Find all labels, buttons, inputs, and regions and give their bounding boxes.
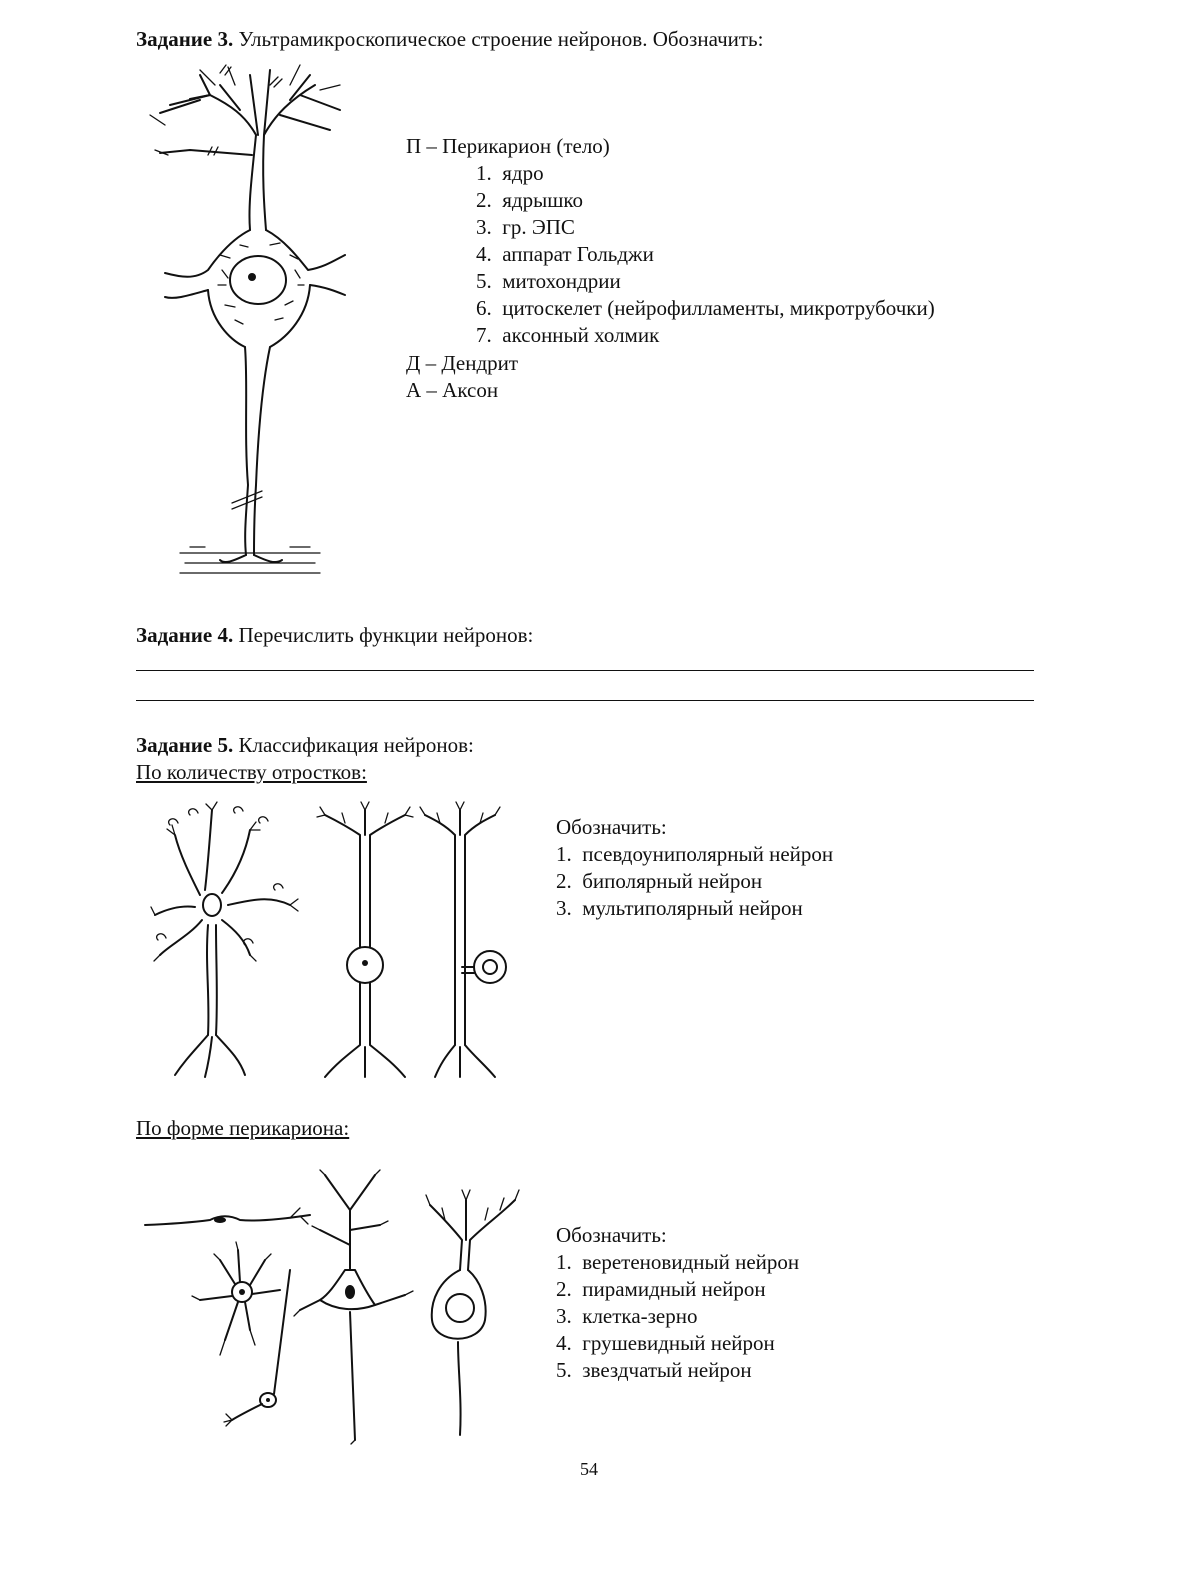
shape-item-5 <box>556 1357 752 1384</box>
shape-item-4 <box>556 1330 775 1357</box>
legend-text-d: Дендрит <box>441 351 519 375</box>
legend-item-7 <box>476 322 659 349</box>
item-text: клетка-зерно <box>582 1304 698 1328</box>
shape-item-3 <box>556 1303 697 1330</box>
legend-dendrite <box>406 350 518 377</box>
legend-key-d: Д – <box>406 351 437 375</box>
legend-num: 7. <box>476 323 492 347</box>
legend-item-4 <box>476 241 654 268</box>
by-processes-prompt: Обозначить: <box>556 815 667 839</box>
item-num: 2. <box>556 869 572 893</box>
legend-perikaryon <box>406 133 610 160</box>
task4-title-bold: Задание 4. <box>136 623 234 647</box>
legend-text-a: Аксон <box>442 378 499 402</box>
legend-text: цитоскелет (нейрофилламенты, микротрубочки) <box>502 296 935 320</box>
item-num: 5. <box>556 1358 572 1382</box>
legend-axon <box>406 377 498 404</box>
legend-item-3 <box>476 214 575 241</box>
item-num: 2. <box>556 1277 572 1301</box>
legend-num: 1. <box>476 161 492 185</box>
legend-num: 4. <box>476 242 492 266</box>
item-text: псевдоуниполярный нейрон <box>582 842 834 866</box>
task3-title-bold: Задание 3. <box>136 27 234 51</box>
legend-num: 2. <box>476 188 492 212</box>
legend-text: аксонный холмик <box>502 323 660 347</box>
item-text: биполярный нейрон <box>582 869 763 893</box>
legend-text: ядрышко <box>502 188 584 212</box>
legend-key-p: П – <box>406 134 437 158</box>
item-num: 1. <box>556 1250 572 1274</box>
task5-title <box>136 732 474 759</box>
item-text: веретеновидный нейрон <box>582 1250 800 1274</box>
by-shape-heading: По форме перикариона: <box>136 1116 350 1140</box>
legend-num: 3. <box>476 215 492 239</box>
processes-item-2 <box>556 868 762 895</box>
answer-line-2[interactable] <box>136 700 1034 701</box>
shape-item-2 <box>556 1276 766 1303</box>
item-text: грушевидный нейрон <box>582 1331 775 1355</box>
item-num: 3. <box>556 896 572 920</box>
task3-title-text: Ультрамикроскопическое строение нейронов. Обозначить: <box>233 27 764 51</box>
shape-item-1 <box>556 1249 799 1276</box>
task5-title-text: Классификация нейронов: <box>233 733 474 757</box>
legend-text: митохондрии <box>502 269 621 293</box>
legend-text: ядро <box>502 161 544 185</box>
task3-title <box>136 26 763 53</box>
legend-num: 5. <box>476 269 492 293</box>
legend-text: гр. ЭПС <box>502 215 575 239</box>
legend-key-a: А – <box>406 378 437 402</box>
item-num: 4. <box>556 1331 572 1355</box>
neuron-types-by-shape-figure <box>140 1170 540 1445</box>
legend-text-p: Перикарион (тело) <box>442 134 610 158</box>
task5-title-bold: Задание 5. <box>136 733 234 757</box>
processes-item-3 <box>556 895 803 922</box>
item-num: 3. <box>556 1304 572 1328</box>
legend-item-5 <box>476 268 621 295</box>
neuron-types-by-processes-figure <box>150 795 520 1085</box>
processes-item-1 <box>556 841 833 868</box>
page-number: 54 <box>580 1459 598 1479</box>
task4-title-text: Перечислить функции нейронов: <box>233 623 534 647</box>
neuron-ultrastructure-figure <box>140 55 340 585</box>
item-text: мультиполярный нейрон <box>582 896 803 920</box>
by-processes-heading: По количеству отростков: <box>136 760 367 784</box>
legend-num: 6. <box>476 296 492 320</box>
legend-item-6 <box>476 295 935 322</box>
item-text: пирамидный нейрон <box>582 1277 766 1301</box>
by-shape-prompt: Обозначить: <box>556 1223 667 1247</box>
legend-text: аппарат Гольджи <box>502 242 654 266</box>
legend-item-2 <box>476 187 583 214</box>
legend-item-1 <box>476 160 544 187</box>
item-num: 1. <box>556 842 572 866</box>
item-text: звездчатый нейрон <box>582 1358 752 1382</box>
task4-title <box>136 622 533 649</box>
answer-line-1[interactable] <box>136 670 1034 671</box>
